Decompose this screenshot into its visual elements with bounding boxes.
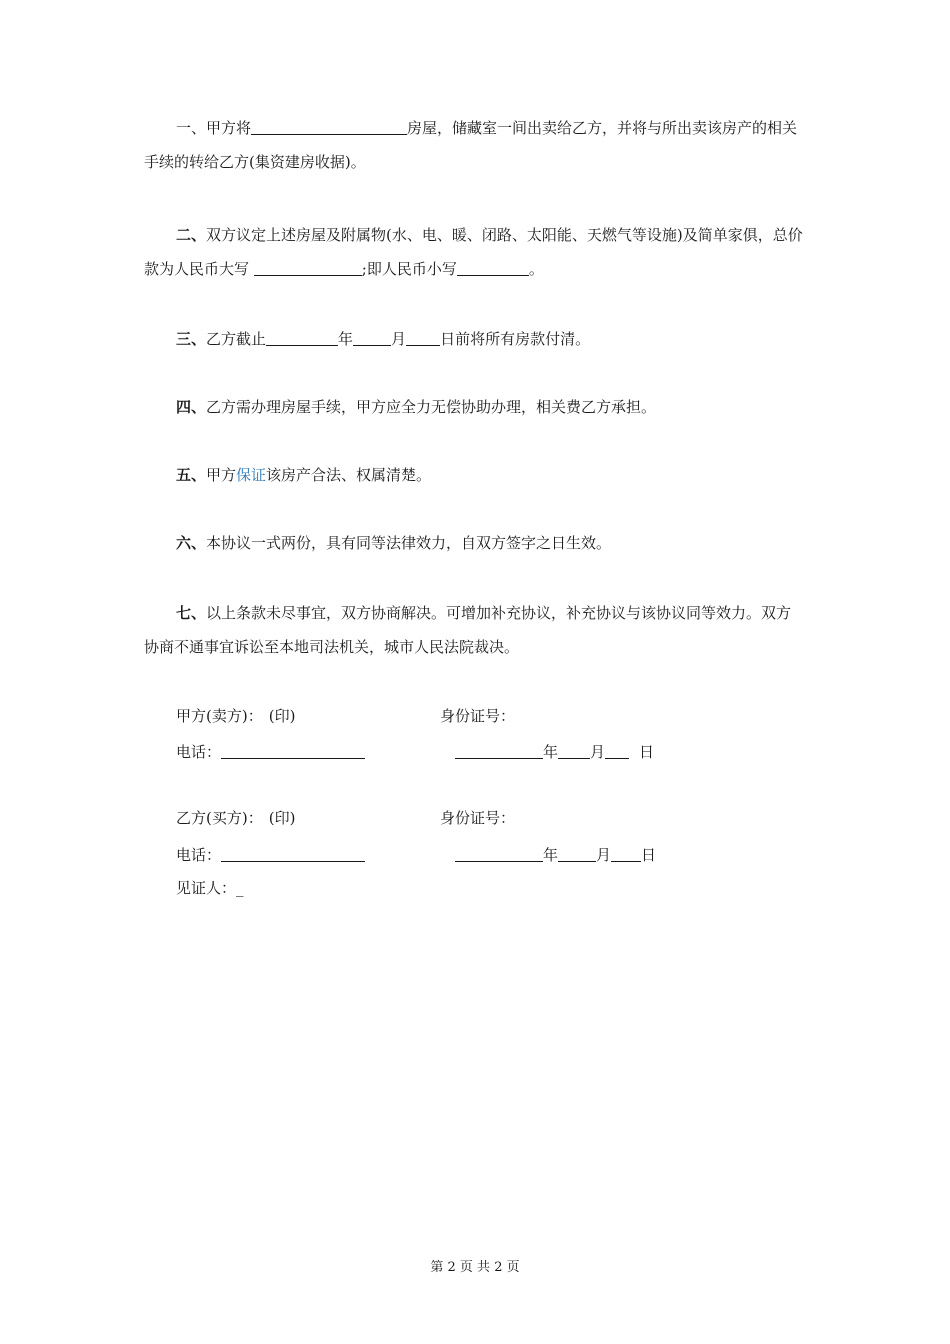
party-a-phone-blank[interactable] — [221, 740, 365, 759]
party-a-phone-row — [176, 740, 365, 762]
party-b-id-label: 身份证号： — [440, 809, 516, 827]
party-b-label-row — [176, 808, 295, 828]
party-b-phone-row — [176, 843, 365, 865]
page-footer: 第 2 页 共 2 页 — [430, 1260, 520, 1275]
clause-3-number: 三、 — [176, 330, 207, 348]
party-a-phone-label: 电话： — [176, 743, 222, 761]
party-a-year: 年 — [543, 743, 559, 761]
clause-2-text-a: 双方议定上述房屋及附属物(水、电、暖、闭路、太阳能、天燃气等设施)及简单家俱，总价款为人民币大写 — [144, 226, 803, 278]
clause-3 — [144, 322, 806, 356]
clause-2-number: 二、 — [176, 226, 207, 244]
party-a-day: 日 — [639, 743, 655, 761]
deadline-year-blank[interactable] — [266, 327, 338, 346]
party-b-seal: (印) — [268, 809, 296, 827]
party-a-month-blank[interactable] — [558, 740, 590, 759]
party-b-day-blank[interactable] — [611, 843, 641, 862]
party-b-day: 日 — [641, 846, 657, 864]
clause-3-text-a: 乙方截止 — [206, 330, 267, 348]
clause-1 — [144, 111, 806, 179]
party-a-seal: (印) — [268, 707, 296, 725]
clause-3-text-b: 日前将所有房款付清。 — [440, 330, 591, 348]
clause-6-number: 六、 — [176, 534, 207, 552]
price-uppercase-blank[interactable] — [254, 257, 362, 276]
clause-4-number: 四、 — [176, 398, 207, 416]
party-b-phone-label: 电话： — [176, 846, 222, 864]
party-b-label: 乙方(买方)： — [176, 809, 263, 827]
clause-1-text: 房屋，储藏室一间出卖给乙方，并将与所出卖该房产的相关手续的转给乙方(集资建房收据)。 — [144, 119, 798, 171]
clause-3-month: 月 — [391, 330, 407, 348]
clause-5-text-a: 甲方 — [206, 466, 237, 484]
party-a-year-blank[interactable] — [455, 740, 543, 759]
deadline-month-blank[interactable] — [353, 327, 391, 346]
witness-label: 见证人：_ — [176, 879, 244, 897]
clause-2-text-c: 。 — [528, 260, 544, 278]
clause-1-prefix: 一、甲方将 — [176, 119, 252, 137]
party-a-month: 月 — [590, 743, 606, 761]
house-address-blank[interactable] — [251, 116, 407, 135]
clause-6 — [144, 526, 806, 560]
clause-4 — [144, 390, 806, 424]
witness-row — [176, 878, 244, 898]
party-a-day-blank[interactable] — [605, 740, 629, 759]
guarantee-link[interactable]: 保证 — [236, 466, 267, 484]
clause-7 — [144, 596, 806, 664]
party-b-year-blank[interactable] — [455, 843, 543, 862]
party-a-id-label: 身份证号： — [440, 707, 516, 725]
party-a-date-row — [455, 740, 654, 762]
party-b-month: 月 — [596, 846, 612, 864]
clause-7-text: 以上条款未尽事宜，双方协商解决。可增加补充协议，补充协议与该协议同等效力。双方协商不通事宜诉讼至本地司法机关，城市人民法院裁决。 — [144, 604, 792, 656]
party-a-label-row — [176, 706, 295, 726]
party-a-label: 甲方(卖方)： — [176, 707, 263, 725]
party-b-month-blank[interactable] — [558, 843, 596, 862]
clause-5-number: 五、 — [176, 466, 207, 484]
clause-2 — [144, 218, 806, 286]
price-lowercase-blank[interactable] — [457, 257, 529, 276]
clause-5-text-b: 该房产合法、权属清楚。 — [266, 466, 432, 484]
clause-6-text: 本协议一式两份，具有同等法律效力，自双方签字之日生效。 — [206, 534, 612, 552]
clause-2-text-b: ;即人民币小写 — [361, 260, 457, 278]
clause-4-text: 乙方需办理房屋手续，甲方应全力无偿协助办理，相关费乙方承担。 — [206, 398, 657, 416]
deadline-day-blank[interactable] — [406, 327, 440, 346]
clause-5 — [144, 458, 806, 492]
clause-3-year: 年 — [338, 330, 354, 348]
party-a-id-row — [440, 706, 515, 726]
party-b-year: 年 — [543, 846, 559, 864]
party-b-date-row — [455, 843, 656, 865]
party-b-id-row — [440, 808, 515, 828]
party-b-phone-blank[interactable] — [221, 843, 365, 862]
clause-7-number: 七、 — [176, 604, 207, 622]
